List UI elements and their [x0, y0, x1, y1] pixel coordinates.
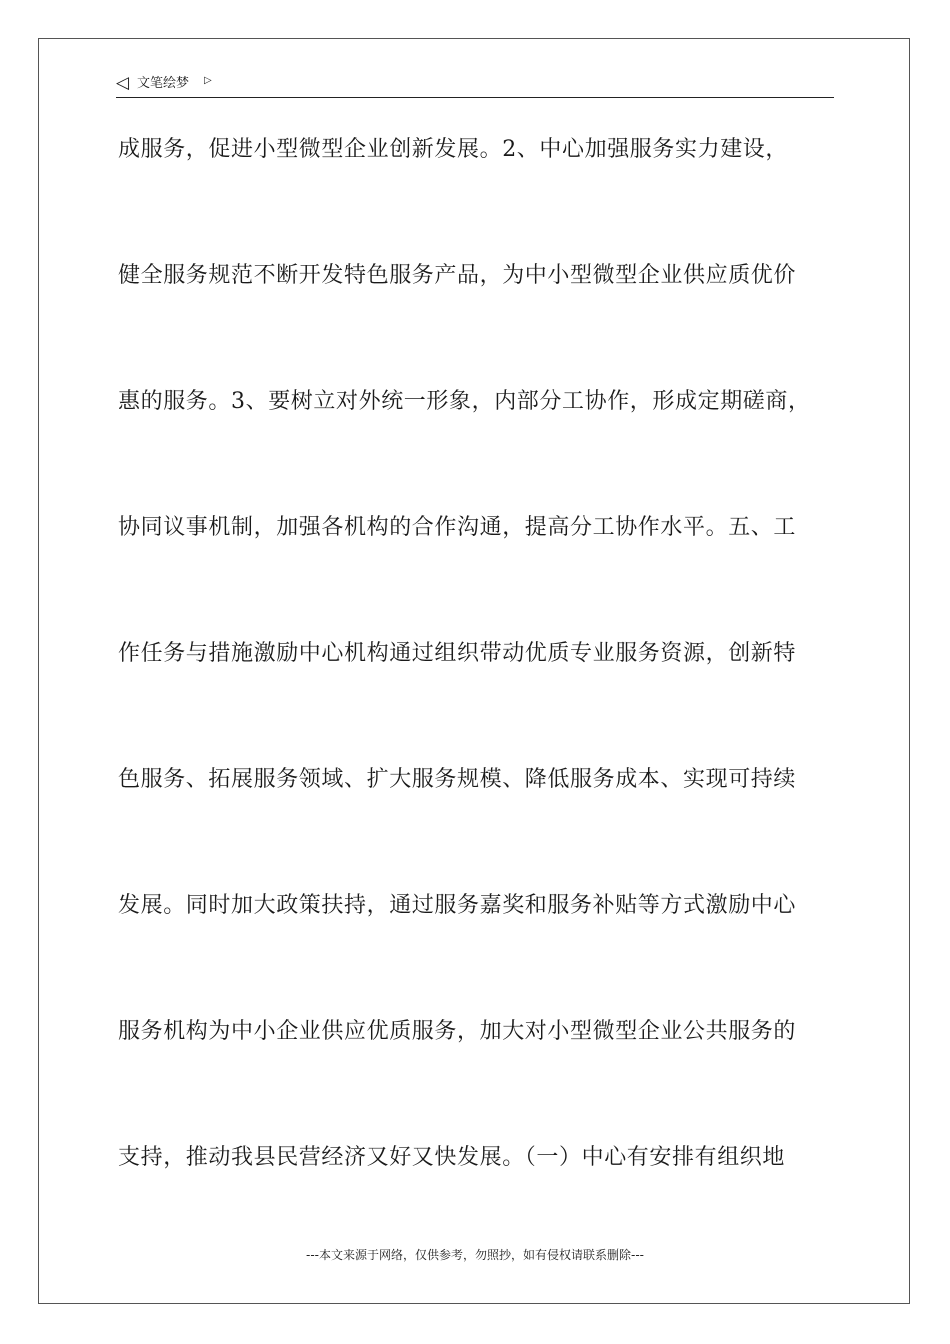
body-line: 健全服务规范不断开发特色服务产品，为中小型微型企业供应质优价 [118, 263, 797, 288]
page-header [116, 72, 834, 98]
footer-disclaimer: ---本文来源于网络，仅供参考，勿照抄，如有侵权请联系删除--- [306, 1248, 644, 1262]
header-title: 文笔绘梦 [137, 76, 190, 91]
document-body [118, 128, 834, 1262]
body-line: 作任务与措施激励中心机构通过组织带动优质专业服务资源，创新特 [118, 641, 797, 666]
body-line: 协同议事机制，加强各机构的合作沟通，提高分工协作水平。五、工 [118, 515, 797, 540]
body-line: 成服务，促进小型微型企业创新发展。2、中心加强服务实力建设， [118, 137, 788, 162]
triangle-left-icon: ◁ [116, 73, 130, 93]
body-line: 色服务、拓展服务领域、扩大服务规模、降低服务成本、实现可持续 [118, 767, 797, 792]
body-line: 惠的服务。3、要树立对外统一形象，内部分工协作，形成定期磋商， [118, 389, 811, 414]
body-line: 发展。同时加大政策扶持，通过服务嘉奖和服务补贴等方式激励中心 [118, 893, 797, 918]
body-line: 支持，推动我县民营经济又好又快发展。（一）中心有安排有组织地 [118, 1145, 786, 1170]
triangle-right-icon: ▷ [204, 75, 212, 86]
body-line: 服务机构为中小企业供应优质服务，加大对小型微型企业公共服务的 [118, 1019, 797, 1044]
